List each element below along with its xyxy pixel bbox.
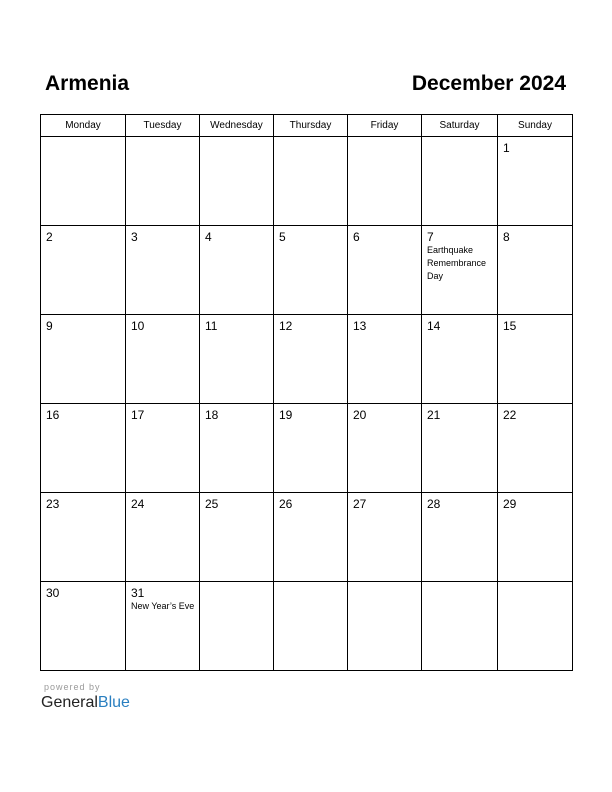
day-cell [348,315,422,404]
day-cell [126,404,200,493]
day-number: 20 [353,408,367,422]
day-number: 22 [503,408,517,422]
day-cell [274,226,348,315]
country-title: Armenia [45,72,130,95]
week-row [41,315,573,404]
day-cell [126,493,200,582]
weekday-header: Thursday [274,115,348,137]
day-cell [422,137,498,226]
day-cell [41,493,126,582]
day-cell [126,137,200,226]
day-cell [422,315,498,404]
day-cell [498,315,573,404]
day-cell [200,582,274,671]
day-number: 14 [427,319,441,333]
weekday-header: Friday [348,115,422,137]
day-cell [41,404,126,493]
day-cell [274,315,348,404]
day-number: 10 [131,319,145,333]
day-cell [274,493,348,582]
day-number: 12 [279,319,293,333]
day-cell [422,404,498,493]
day-cell [348,493,422,582]
day-number: 7 [427,230,434,244]
day-number: 26 [279,497,293,511]
week-row [41,493,573,582]
day-cell [200,137,274,226]
day-number: 1 [503,141,510,155]
day-number: 18 [205,408,219,422]
day-cell [422,493,498,582]
day-number: 23 [46,497,60,511]
month-title: December 2024 [411,72,566,95]
day-cell [41,226,126,315]
day-number: 6 [353,230,360,244]
day-cell [422,226,498,315]
day-number: 25 [205,497,219,511]
holiday-event: New Year’s Eve [131,601,195,611]
day-cell [498,137,573,226]
day-cell [126,315,200,404]
day-cell [41,582,126,671]
week-row [41,137,573,226]
day-number: 30 [46,586,60,600]
day-number: 13 [353,319,367,333]
day-cell [274,582,348,671]
day-cell [498,226,573,315]
day-number: 9 [46,319,53,333]
day-cell [348,226,422,315]
day-number: 19 [279,408,293,422]
day-number: 28 [427,497,441,511]
day-cell [274,404,348,493]
day-cell [348,404,422,493]
day-number: 5 [279,230,286,244]
brand-name-general: General [41,694,98,711]
day-cell [200,404,274,493]
day-cell [348,137,422,226]
day-cell [200,226,274,315]
day-number: 21 [427,408,441,422]
day-number: 8 [503,230,510,244]
powered-by-label: powered by [44,682,101,692]
day-number: 11 [205,319,218,333]
day-cell [126,226,200,315]
day-number: 15 [503,319,517,333]
week-row [41,226,573,315]
day-number: 3 [131,230,138,244]
weekday-header-row [41,115,573,137]
day-cell [498,582,573,671]
day-cell [41,137,126,226]
weekday-header: Tuesday [126,115,200,137]
weekday-header: Wednesday [200,115,274,137]
day-number: 27 [353,497,367,511]
weekday-header: Sunday [498,115,573,137]
week-row [41,582,573,671]
brand-logo [41,693,130,713]
day-number: 2 [46,230,53,244]
day-number: 4 [205,230,212,244]
weekday-header: Saturday [422,115,498,137]
holiday-event: Earthquake Remembrance Day [427,245,487,281]
day-cell [274,137,348,226]
calendar-grid [40,114,573,671]
day-cell [498,493,573,582]
day-cell [200,493,274,582]
day-number: 24 [131,497,145,511]
day-cell [422,582,498,671]
day-cell [41,315,126,404]
day-number: 29 [503,497,517,511]
day-number: 31 [131,586,145,600]
day-cell [126,582,200,671]
day-cell [200,315,274,404]
weekday-header: Monday [41,115,126,137]
day-cell [498,404,573,493]
day-number: 16 [46,408,60,422]
brand-name-blue: Blue [97,694,130,711]
week-row [41,404,573,493]
day-number: 17 [131,408,145,422]
day-cell [348,582,422,671]
